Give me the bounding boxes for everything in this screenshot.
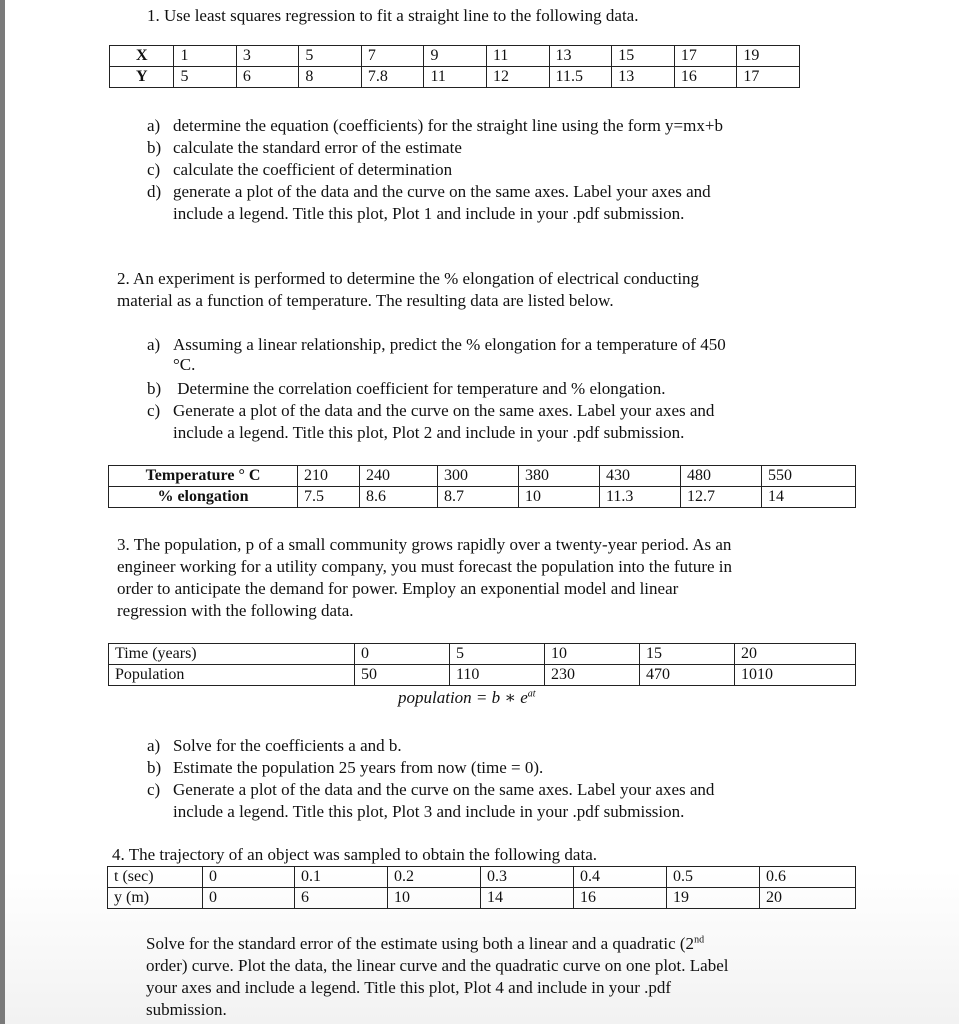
- table-cell: 12.7: [681, 487, 762, 508]
- q2-row-label: Temperature ° C: [109, 466, 298, 487]
- q3-line-2: engineer working for a utility company, you must forecast the population into the future in: [117, 557, 732, 576]
- item-label: c): [147, 160, 161, 179]
- item-label: b): [147, 758, 162, 777]
- item-label: b): [147, 138, 162, 157]
- table-cell: 5: [450, 644, 545, 665]
- table-cell: 14: [481, 888, 574, 909]
- q3-formula: [398, 688, 536, 708]
- item-label: b): [147, 379, 162, 398]
- q2-item-a-cont: °C.: [173, 355, 196, 374]
- table-cell: 0.6: [760, 867, 856, 888]
- table-cell: 0.4: [574, 867, 667, 888]
- table-cell: 0.5: [667, 867, 760, 888]
- q4-para-line-4: submission.: [146, 1000, 227, 1019]
- table-cell: 7.8: [361, 67, 424, 88]
- table-cell: 5: [299, 46, 361, 67]
- table-row: [109, 665, 856, 686]
- table-row: [109, 644, 856, 665]
- table-cell: 1010: [735, 665, 856, 686]
- q4-title: 4. The trajectory of an object was sampled to obtain the following data.: [112, 845, 597, 864]
- q1-item-b: [147, 137, 462, 159]
- q1-row-label: X: [110, 46, 174, 67]
- item-text: calculate the coefficient of determination: [173, 160, 453, 179]
- table-cell: 10: [388, 888, 481, 909]
- table-cell: 7.5: [298, 487, 360, 508]
- table-cell: 16: [674, 67, 737, 88]
- table-cell: 19: [667, 888, 760, 909]
- q3-item-c-cont: include a legend. Title this plot, Plot 3 and include in your .pdf submission.: [173, 802, 685, 821]
- table-cell: 5: [174, 67, 236, 88]
- q3-row-label: Time (years): [109, 644, 355, 665]
- table-row: [108, 888, 856, 909]
- table-cell: 1: [174, 46, 236, 67]
- item-text: Generate a plot of the data and the curve on the same axes. Label your axes and: [173, 401, 715, 420]
- table-cell: 8.6: [360, 487, 438, 508]
- table-cell: 12: [486, 67, 549, 88]
- table-cell: 0.2: [388, 867, 481, 888]
- table-cell: 300: [438, 466, 519, 487]
- item-label: c): [147, 780, 161, 799]
- q3-item-a: [147, 735, 402, 757]
- item-text: Assuming a linear relationship, predict the % elongation for a temperature of 450: [173, 335, 726, 354]
- superscript: nd: [694, 934, 705, 946]
- table-cell: 17: [674, 46, 737, 67]
- q1-item-c: [147, 159, 452, 181]
- q2-line-1: 2. An experiment is performed to determine the % elongation of electrical conducting: [117, 269, 700, 288]
- item-text: Determine the correlation coefficient for temperature and % elongation.: [173, 379, 666, 398]
- table-cell: 0.1: [295, 867, 388, 888]
- table-cell: 10: [519, 487, 600, 508]
- table-cell: 380: [519, 466, 600, 487]
- table-cell: 9: [424, 46, 487, 67]
- item-text: Estimate the population 25 years from now (time = 0).: [173, 758, 544, 777]
- table-cell: 430: [600, 466, 681, 487]
- table-cell: 6: [236, 67, 298, 88]
- table-cell: 11.3: [600, 487, 681, 508]
- table-cell: 550: [762, 466, 856, 487]
- table-cell: 10: [545, 644, 640, 665]
- table-cell: 210: [298, 466, 360, 487]
- q3-data-table: [108, 643, 856, 686]
- q4-para-line-3: your axes and include a legend. Title this plot, Plot 4 and include in your .pdf: [146, 978, 672, 997]
- q2-row-label: % elongation: [109, 487, 298, 508]
- table-cell: 0.3: [481, 867, 574, 888]
- table-cell: 0: [203, 867, 295, 888]
- table-cell: 11: [486, 46, 549, 67]
- table-cell: 15: [640, 644, 735, 665]
- table-cell: 16: [574, 888, 667, 909]
- item-label: d): [147, 182, 162, 201]
- table-cell: 11: [424, 67, 487, 88]
- table-cell: 13: [612, 67, 675, 88]
- table-cell: 3: [236, 46, 298, 67]
- q3-item-c: [147, 779, 714, 801]
- q3-item-b: [147, 757, 543, 779]
- table-cell: 7: [361, 46, 424, 67]
- table-cell: 240: [360, 466, 438, 487]
- table-cell: 8: [299, 67, 361, 88]
- q1-item-d: [147, 181, 711, 203]
- q1-item-a: [147, 115, 723, 137]
- table-cell: 110: [450, 665, 545, 686]
- table-row: [110, 67, 800, 88]
- formula-exponent: at: [527, 688, 536, 700]
- table-cell: 230: [545, 665, 640, 686]
- item-label: a): [147, 335, 161, 354]
- table-cell: 14: [762, 487, 856, 508]
- q3-line-1: 3. The population, p of a small community grows rapidly over a twenty-year period. As an: [117, 535, 732, 554]
- item-label: c): [147, 401, 161, 420]
- q1-data-table: [109, 45, 800, 88]
- item-label: a): [147, 736, 161, 755]
- item-text: calculate the standard error of the estimate: [173, 138, 462, 157]
- q4-para-line-1: [146, 933, 704, 955]
- table-cell: 20: [735, 644, 856, 665]
- table-cell: 480: [681, 466, 762, 487]
- q1-item-d-cont: include a legend. Title this plot, Plot 1 and include in your .pdf submission.: [173, 204, 685, 223]
- table-cell: 6: [295, 888, 388, 909]
- table-row: [108, 867, 856, 888]
- q2-item-b: [147, 378, 665, 400]
- table-cell: 0: [203, 888, 295, 909]
- q3-line-3: order to anticipate the demand for power. Employ an exponential model and linear: [117, 579, 679, 598]
- q2-line-2: material as a function of temperature. The resulting data are listed below.: [117, 291, 614, 310]
- q4-row-label: y (m): [108, 888, 203, 909]
- q4-para-line-2: order) curve. Plot the data, the linear curve and the quadratic curve on one plot. Label: [146, 956, 729, 975]
- table-cell: 8.7: [438, 487, 519, 508]
- table-cell: 17: [737, 67, 800, 88]
- table-cell: 15: [612, 46, 675, 67]
- formula-main: population = b ∗ e: [398, 688, 528, 707]
- q3-row-label: Population: [109, 665, 355, 686]
- q1-title: 1. Use least squares regression to fit a straight line to the following data.: [147, 6, 639, 25]
- table-cell: 20: [760, 888, 856, 909]
- table-cell: 11.5: [549, 67, 612, 88]
- viewer-left-border: [0, 0, 5, 1024]
- q2-item-a: [147, 334, 726, 356]
- item-label: a): [147, 116, 161, 135]
- item-text: Solve for the coefficients a and b.: [173, 736, 402, 755]
- q2-item-c: [147, 400, 714, 422]
- q2-data-table: [108, 465, 856, 508]
- table-row: [109, 466, 856, 487]
- table-cell: 470: [640, 665, 735, 686]
- q1-row-label: Y: [110, 67, 174, 88]
- table-cell: 19: [737, 46, 800, 67]
- q4-data-table: [107, 866, 856, 909]
- q2-item-c-cont: include a legend. Title this plot, Plot 2 and include in your .pdf submission.: [173, 423, 685, 442]
- table-row: [109, 487, 856, 508]
- item-text: determine the equation (coefficients) for the straight line using the form y=mx+b: [173, 116, 723, 135]
- item-text: generate a plot of the data and the curve on the same axes. Label your axes and: [173, 182, 711, 201]
- item-text: Generate a plot of the data and the curve on the same axes. Label your axes and: [173, 780, 715, 799]
- table-cell: 50: [355, 665, 450, 686]
- q3-line-4: regression with the following data.: [117, 601, 354, 620]
- table-cell: 13: [549, 46, 612, 67]
- q4-para-text: Solve for the standard error of the estimate using both a linear and a quadratic (2: [146, 934, 695, 953]
- table-row: [110, 46, 800, 67]
- q4-row-label: t (sec): [108, 867, 203, 888]
- table-cell: 0: [355, 644, 450, 665]
